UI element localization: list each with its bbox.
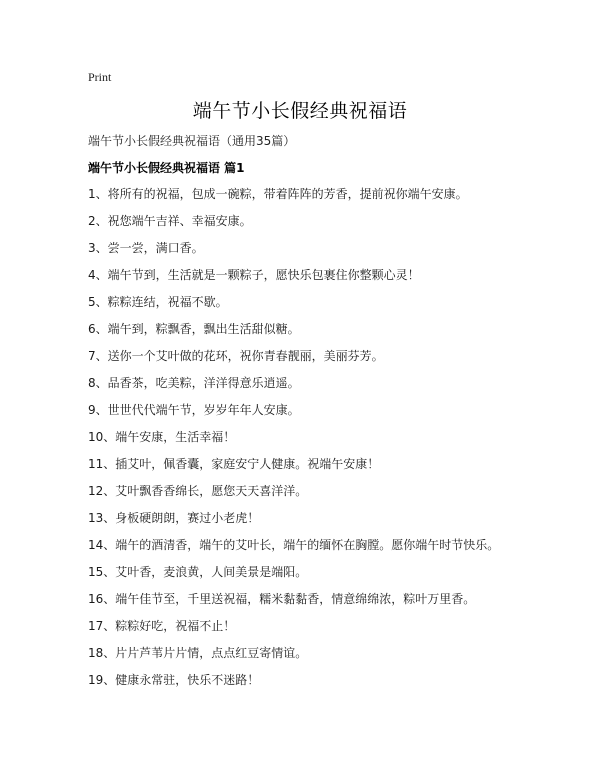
blessing-list	[88, 186, 499, 699]
section-heading: 端午节小长假经典祝福语 篇1	[88, 161, 245, 175]
list-item: 3、尝一尝，满口香。	[88, 241, 204, 255]
page-title: 端午节小长假经典祝福语	[192, 100, 408, 122]
list-item: 11、插艾叶，佩香囊，家庭安宁人健康。祝端午安康！	[88, 457, 380, 471]
list-item: 16、端午佳节至，千里送祝福，糯米黏黏香，情意绵绵浓，粽叶万里香。	[88, 592, 476, 606]
list-item: 7、送你一个艾叶做的花环，祝你青春靓丽，美丽芬芳。	[88, 349, 384, 363]
list-item: 2、祝您端午吉祥、幸福安康。	[88, 214, 252, 228]
list-item: 13、身板硬朗朗，赛过小老虎！	[88, 511, 260, 525]
list-item: 8、品香茶，吃美粽，洋洋得意乐逍遥。	[88, 376, 300, 390]
list-item: 10、端午安康，生活幸福！	[88, 430, 236, 444]
list-item: 18、片片芦苇片片情，点点红豆寄情谊。	[88, 646, 308, 660]
list-item: 19、健康永常驻，快乐不迷路！	[88, 673, 260, 687]
subtitle: 端午节小长假经典祝福语（通用35篇）	[88, 134, 296, 148]
list-item: 12、艾叶飘香香绵长，愿您天天喜洋洋。	[88, 484, 308, 498]
list-item: 9、世世代代端午节，岁岁年年人安康。	[88, 403, 300, 417]
list-item: 15、艾叶香，麦浪黄，人间美景是端阳。	[88, 565, 308, 579]
list-item: 5、粽粽连结，祝福不歇。	[88, 295, 228, 309]
list-item: 4、端午节到，生活就是一颗粽子，愿快乐包裹住你整颗心灵！	[88, 268, 420, 282]
list-item: 14、端午的酒清香，端午的艾叶长，端午的缅怀在胸膛。愿你端午时节快乐。	[88, 538, 500, 552]
list-item: 1、将所有的祝福，包成一碗粽，带着阵阵的芳香，提前祝你端午安康。	[88, 187, 468, 201]
list-item: 6、端午到，粽飘香，飘出生活甜似糖。	[88, 322, 300, 336]
list-item: 17、粽粽好吃，祝福不止！	[88, 619, 236, 633]
print-label: Print	[88, 70, 112, 84]
